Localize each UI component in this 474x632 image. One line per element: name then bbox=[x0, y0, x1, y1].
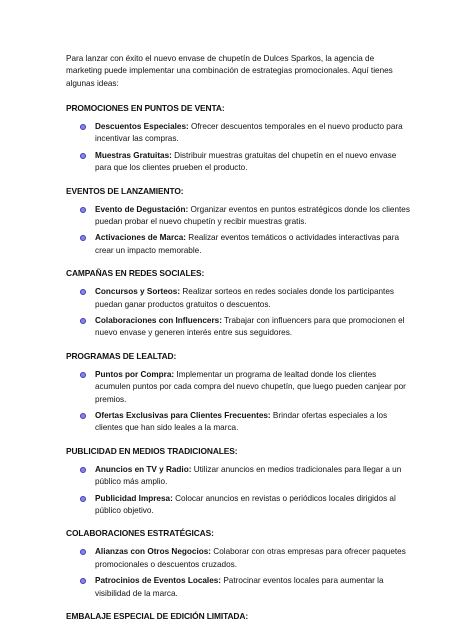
item-title: Evento de Degustación: bbox=[95, 204, 189, 214]
item-title: Concursos y Sorteos: bbox=[95, 287, 181, 297]
item-text: Organizar eventos en puntos estratégicos donde los clientes puedan probar el nuevo chupetín y recibir muestras gratis. bbox=[95, 204, 410, 226]
section-title: COLABORACIONES ESTRATÉGICAS: bbox=[66, 528, 214, 539]
section-title: CAMPAÑAS EN REDES SOCIALES: bbox=[66, 268, 205, 279]
bullet-icon bbox=[80, 467, 86, 473]
item-title: Colaboraciones con Influencers: bbox=[95, 315, 222, 325]
bullet-icon bbox=[80, 124, 86, 130]
item-text: Realizar eventos temáticos o actividades interactivas para crear un impacto memorable. bbox=[95, 233, 399, 255]
list-item bbox=[66, 369, 412, 406]
bullet-icon bbox=[80, 372, 86, 378]
section-medios-tradicionales bbox=[66, 445, 412, 518]
bullet-list bbox=[66, 204, 412, 258]
section-redes-sociales bbox=[66, 267, 412, 340]
list-item bbox=[66, 315, 412, 340]
list-item bbox=[66, 286, 412, 311]
item-text: Brindar ofertas especiales a los clientes que han sido leales a la marca. bbox=[95, 410, 388, 433]
section-title: EVENTOS DE LANZAMIENTO: bbox=[66, 185, 184, 196]
item-text: Colaborar con otras empresas para ofrecer paquetes promocionales o descuentos cruzados. bbox=[95, 547, 406, 569]
item-text: Implementar un programa de lealtad donde los clientes acumulen puntos por cada compra del nuevo chupetín, que luego pueden canjear por premios. bbox=[95, 369, 406, 404]
bullet-list bbox=[66, 546, 412, 600]
section-colaboraciones bbox=[66, 527, 412, 600]
item-title: Muestras Gratuitas: bbox=[95, 150, 172, 160]
list-item bbox=[66, 150, 412, 175]
section-embalaje bbox=[66, 610, 412, 622]
bullet-icon bbox=[80, 207, 86, 213]
bullet-icon bbox=[80, 153, 86, 159]
list-item bbox=[66, 493, 412, 518]
intro-paragraph: Para lanzar con éxito el nuevo envase de chupetín de Dulces Sparkos, la agencia de marketing puede implementar una combinación de estrategias promocionales. Aquí tienes algunas ideas: bbox=[66, 54, 393, 88]
bullet-icon bbox=[80, 289, 86, 295]
bullet-list bbox=[66, 286, 412, 340]
item-title: Ofertas Exclusivas para Clientes Frecuentes: bbox=[95, 410, 271, 420]
section-promociones bbox=[66, 102, 412, 175]
item-text: Trabajar con influencers para que promocionen el nuevo envase y generen interés entre sus seguidores. bbox=[95, 315, 405, 338]
list-item bbox=[66, 464, 412, 489]
document-content bbox=[66, 53, 412, 632]
item-title: Descuentos Especiales: bbox=[95, 121, 189, 131]
list-item bbox=[66, 546, 412, 571]
item-title: Publicidad Impresa: bbox=[95, 493, 173, 503]
list-item bbox=[66, 121, 412, 146]
item-text: Patrocinar eventos locales para aumentar la visibilidad de la marca. bbox=[95, 576, 384, 598]
bullet-icon bbox=[80, 496, 86, 502]
list-item bbox=[66, 575, 412, 600]
bullet-list bbox=[66, 369, 412, 435]
bullet-icon bbox=[80, 413, 86, 419]
bullet-icon bbox=[80, 235, 86, 241]
bullet-list bbox=[66, 121, 412, 175]
item-text: Distribuir muestras gratuitas del chupetín en el nuevo envase para que los clientes prueben el producto. bbox=[95, 150, 397, 173]
item-title: Puntos por Compra: bbox=[95, 369, 175, 379]
section-eventos bbox=[66, 185, 412, 258]
item-title: Activaciones de Marca: bbox=[95, 233, 187, 243]
item-text: Utilizar anuncios en medios tradicionales para llegar a un público más amplio. bbox=[95, 464, 402, 487]
bullet-list bbox=[66, 464, 412, 518]
section-title: EMBALAJE ESPECIAL DE EDICIÓN LIMITADA: bbox=[66, 611, 249, 622]
bullet-icon bbox=[80, 549, 86, 555]
list-item bbox=[66, 232, 412, 257]
section-lealtad bbox=[66, 350, 412, 435]
list-item bbox=[66, 204, 412, 229]
item-title: Alianzas con Otros Negocios: bbox=[95, 547, 212, 557]
item-text: Ofrecer descuentos temporales en el nuevo producto para incentivar las compras. bbox=[95, 121, 403, 144]
bullet-icon bbox=[80, 318, 86, 324]
list-item bbox=[66, 410, 412, 435]
bullet-icon bbox=[80, 578, 86, 584]
item-text: Realizar sorteos en redes sociales donde los participantes puedan ganar productos gratuitos o descuentos. bbox=[95, 287, 394, 309]
section-title: PROMOCIONES EN PUNTOS DE VENTA: bbox=[66, 102, 225, 113]
section-title: PROGRAMAS DE LEALTAD: bbox=[66, 350, 177, 361]
item-title: Patrocinios de Eventos Locales: bbox=[95, 576, 222, 586]
section-title: PUBLICIDAD EN MEDIOS TRADICIONALES: bbox=[66, 445, 238, 456]
item-title: Anuncios en TV y Radio: bbox=[95, 464, 192, 474]
item-text: Colocar anuncios en revistas o periódicos locales dirigidos al público objetivo. bbox=[95, 493, 396, 516]
